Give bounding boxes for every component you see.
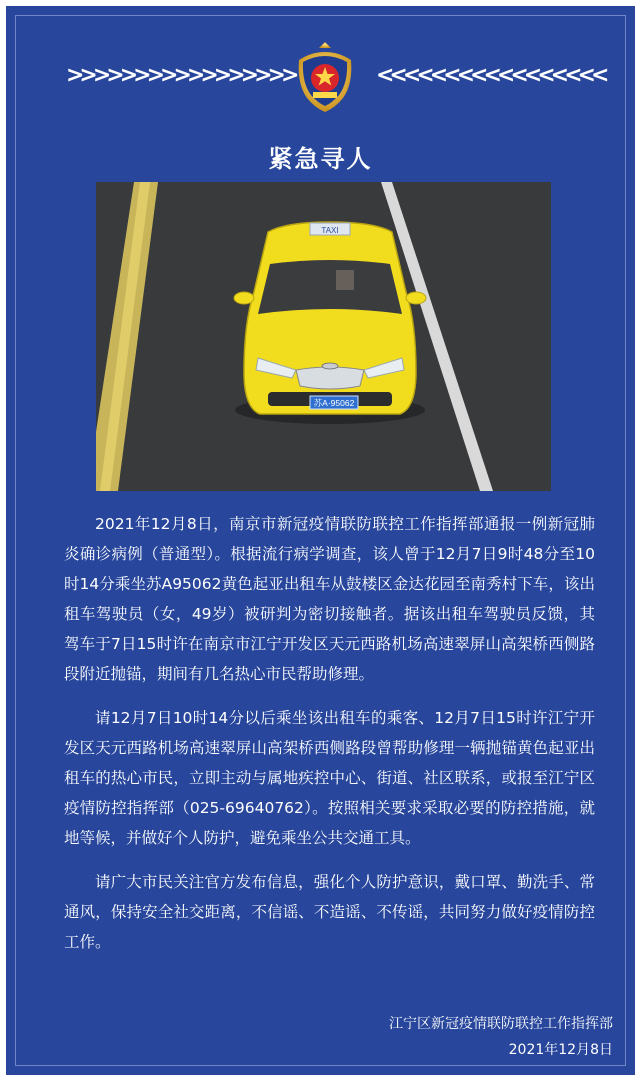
paragraph-3: 请广大市民关注官方发布信息，强化个人防护意识，戴口罩、勤洗手、常通风，保持安全社交距离，不信谣、不造谣、不传谣，共同努力做好疫情防控工作。 bbox=[64, 873, 595, 951]
signature-block bbox=[389, 1011, 613, 1063]
notice-poster bbox=[6, 6, 635, 1075]
page-title: 紧急寻人 bbox=[268, 145, 373, 173]
taxi-photo-illustration bbox=[96, 182, 551, 491]
left-chevron-decoration: >>>>>>>>>>>>>>>>> bbox=[66, 63, 295, 88]
notice-body bbox=[64, 509, 595, 971]
taxi-photo bbox=[96, 182, 551, 491]
signature-org: 江宁区新冠疫情联防联控工作指挥部 bbox=[389, 1016, 613, 1032]
roof-sign-text: TAXI bbox=[321, 226, 339, 235]
police-emblem-icon bbox=[289, 40, 361, 116]
license-plate-text: 苏A·95062 bbox=[313, 398, 355, 408]
paragraph-1: 2021年12月8日，南京市新冠疫情联防联控工作指挥部通报一例新冠肺炎确诊病例（普通型）。根据流行病学调查，该人曾于12月7日9时48分至10时14分乘坐苏A95062黄色起亚出租车从鼓楼区金达花园至南秀村下车，该出租车驾驶员（女，49岁）被研判为密切接触者。据该出租车驾驶员反馈，其驾车于7日15时许在南京市江宁开发区天元西路机场高速翠屏山高架桥西侧路段附近抛锚，期间有几名热心市民帮助修理。 bbox=[64, 515, 595, 683]
signature-date: 2021年12月8日 bbox=[508, 1042, 613, 1058]
right-chevron-decoration: <<<<<<<<<<<<<<<<< bbox=[376, 63, 605, 88]
paragraph-2: 请12月7日10时14分以后乘坐该出租车的乘客、12月7日15时许江宁开发区天元西路机场高速翠屏山高架桥西侧路段曾帮助修理一辆抛锚黄色起亚出租车的热心市民，立即主动与属地疾控中心、街道、社区联系，或报至江宁区疫情防控指挥部（025-69640762）。按照相关要求采取必要的防控措施，就地等候，并做好个人防护，避免乘坐公共交通工具。 bbox=[64, 709, 595, 847]
